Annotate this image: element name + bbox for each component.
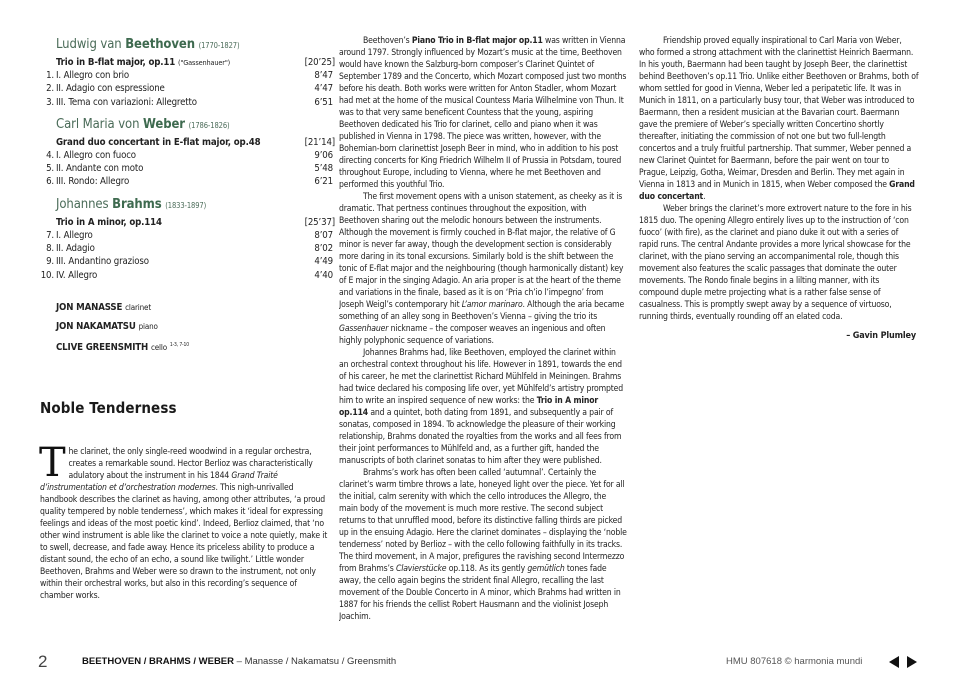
track-duration: 4’47 — [314, 83, 333, 95]
composer-dates: (1833-1897) — [165, 200, 207, 210]
composer-name — [56, 196, 335, 212]
text-run: was written in Vienna around 1797. Strongly influenced by Mozart’s music at the time, Beethoven would have known the Salzburg-born composer’s Clarinet Quintet of September 1789 and the Concerto, which Mozart composed just two months before his death. Both works were written for Anton Stadler, whom Mozart had met at the home of the musical Countess Maria Wilhelmine von Thun. It was to that very same beneficent Countess that the young, aspiring Beethoven dedicated his Trio for clarinet, cello and piano when it was published in Vienna in 1798. The piece was written, however, with the Bohemian-born clarinettist Joseph Beer in mind, who in addition to his post directing concerts for King Friedrich Wilhelm II of Prussia in Potsdam, toured throughout Europe, including to Vienna, where he met Beethoven and performed this youthful Trio. — [339, 36, 627, 190]
track-title: IV. Allegro — [56, 269, 98, 281]
performer-name: JON NAKAMATSU — [56, 320, 136, 332]
performer-track-note: 1-3, 7-10 — [169, 341, 189, 348]
bold-work-title: Piano Trio in B-flat major op.11 — [411, 36, 543, 46]
track-title: II. Adagio — [56, 243, 95, 255]
track-duration: 8’02 — [314, 243, 333, 255]
track-duration: 4’40 — [314, 269, 333, 281]
catalogue-number: HMU 807618 © harmonia mundi — [726, 656, 863, 667]
work-total-duration: [25’37] — [304, 216, 335, 228]
track-row — [40, 149, 335, 162]
text-run: tones fade away, the cello again begins the strident final Allegro, recalling the last movement of the Double Concerto in A minor, which Brahms had written in 1887 for his friends the cellist Robert Hausmann and the violinist Joseph Joachim. — [339, 564, 621, 622]
composer-first: Johannes — [56, 196, 109, 212]
work-total-duration: [20’25] — [304, 57, 335, 68]
text-run: and a quintet, both dating from 1891, and subsequently a pair of sonatas, composed in 1894. To acknowledge the pleasure of their working relationship, Brahms donated the royalties from the works and all fees from their joint performances to Mühlfeld and, as a further gift, handed the manuscripts of both clarinet sonatas to him after they were published. — [339, 408, 622, 466]
composer-name — [56, 39, 335, 52]
work-title: Trio in B-flat major, op.11 — [56, 57, 176, 68]
drop-cap: T — [39, 440, 66, 486]
track-row — [40, 255, 335, 268]
work-section-weber — [40, 116, 335, 189]
work-title-row — [56, 56, 335, 69]
track-number: 3. — [46, 96, 54, 108]
work-title-row — [56, 216, 335, 229]
track-title: III. Andantino grazioso — [56, 256, 149, 268]
composer-dates: (1770-1827) — [198, 41, 240, 50]
performer — [56, 298, 335, 317]
composer-dates: (1786-1826) — [188, 120, 230, 130]
track-row — [40, 175, 335, 188]
track-row — [40, 82, 335, 95]
work-title: Grand duo concertant in E-flat major, op.48 — [56, 136, 261, 148]
track-row — [40, 162, 335, 175]
essay-paragraph — [639, 35, 919, 203]
track-number: 8. — [46, 243, 54, 255]
track-number: 4. — [46, 149, 54, 161]
track-row — [40, 69, 335, 82]
track-number: 9. — [46, 256, 54, 268]
intro-paragraph — [39, 440, 332, 602]
italic-title: Grand Traité d’instrumentation et d’orchestration modernes — [40, 471, 278, 493]
italic-title: L’amor marinaro — [461, 300, 523, 310]
performer — [56, 317, 335, 336]
triangle-right-icon[interactable] — [907, 656, 917, 668]
essay-paragraph — [339, 347, 627, 467]
essay-heading: Noble Tenderness — [40, 399, 177, 417]
bold-work-title: Grand duo concertant — [639, 180, 915, 202]
track-row — [40, 269, 335, 282]
track-row — [40, 229, 335, 242]
composer-first: Ludwig van — [56, 37, 122, 52]
footer-title-rest: – Manasse / Nakamatsu / Greensmith — [234, 656, 397, 667]
tracklist — [40, 8, 335, 357]
text-run: . This nigh-unrivalled handbook describes the clarinet as having, among other attributes, ‘a proud quality tempered by noble tenderness’, which makes it ‘ideal for expressing feelings and ideas of the most poetic kind’. Indeed, Berlioz claimed, that ‘no other wind instrument is able like the clarinet to voice a note quietly, make it to swell, decrease, and fade away. Hence its priceless ability to produce a distant sound, the echo of an echo, a sound like twilight.’ Little wonder Beethoven, Brahms and Weber were so drawn to the instrument, not only within their orchestral works, but also in this recording’s sequence of chamber works. — [40, 483, 328, 601]
essay-intro — [39, 440, 332, 602]
text-run: Brahms’s work has often been called ‘autumnal’. Certainly the clarinet’s warm timbre throws a late, honeyed light over the piece. Yet for all the initial, calm serenity with which the cello introduces the Allegro, the main body of the movement is much more restive. The second subject returns to that unruffled mood, before its distinctive falling thirds are picked up in the ensuing Adagio. Here the clarinet dominates – displaying the ‘noble tenderness’ noted by Berlioz – with the cello following faithfully in its tracks. The third movement, in A major, prefigures the ravishing second Intermezzo from Brahms’s — [339, 468, 627, 574]
text-run: he clarinet, the only single-reed woodwind in a regular orchestra, creates a remarkable sound. Hector Berlioz was characteristically adulatory about the instrument in his 1844 — [68, 447, 313, 481]
performers — [40, 298, 335, 357]
text-run: Weber brings the clarinet’s more extrovert nature to the fore in his 1815 duo. The opening Allegro entirely lives up to the instruction of ‘con fuoco’ (with fire), as the clarinet and piano duke it out with a series of rapid runs. The central Andante provides a more lyrical showcase for the clarinet, with the piano serving an accompanimental role, though this movement also features the scalic passages that dominate the outer movements. The Rondo finale begins in a lilting manner, with its compound duple metre projecting what is a rather false sense of casualness. This is promptly swept away by a sequence of virtuoso, running thirds, eventually rounding off an elated coda. — [639, 204, 912, 322]
essay-paragraph — [339, 191, 627, 347]
text-run: Johannes Brahms had, like Beethoven, employed the clarinet within an orchestral context throughout his life. However in 1891, towards the end of his career, he met the clarinettist Richard Mühlfeld in Meiningen. Brahms had twice declared his composing life over, yet Mühlfeld’s artistry prompted him to write an inspired sequence of new works: the — [339, 348, 624, 406]
track-title: I. Allegro con fuoco — [56, 149, 136, 161]
text-run: . — [703, 192, 706, 202]
italic-title: Gassenhauer — [339, 324, 389, 334]
track-title: II. Andante con moto — [56, 163, 144, 175]
track-duration: 9’06 — [314, 149, 333, 161]
text-run: Friendship proved equally inspirational to Carl Maria von Weber, who formed a strong attachment with the clarinettist Heinrich Baermann. In his youth, Baermann had been taught by Joseph Beer, the clarinettist behind Beethoven’s op.11 Trio. Unlike either Beethoven or Brahms, both of whom settled for good in Vienna, Weber led a peripatetic life. It was in Munich in 1811, on a particularly busy tour, that Weber was introduced to Baermann, then a resident musician at the Bavarian court. Baermann gave the premiere of Weber’s specially written Concertino shortly thereafter, initiating the commission of not one but two full-length concertos and a truly fruitful partnership. That summer, Weber penned a new Clarinet Quintet for Baermann, before the pair went on tour to Prague, Leipzig, Gotha, Weimar, Dresden and Berlin. They met again in Vienna in 1813 and in Munich in 1815, when Weber composed the — [639, 36, 919, 190]
composer-last: Brahms — [112, 196, 162, 212]
work-subtitle: ("Gassenhauer") — [177, 58, 231, 67]
work-section-brahms — [40, 196, 335, 282]
performer-name: CLIVE GREENSMITH — [56, 342, 149, 354]
performer-instrument: clarinet — [125, 302, 151, 312]
track-number: 2. — [46, 83, 54, 95]
performer-name: JON MANASSE — [56, 301, 123, 313]
performer-instrument: piano — [138, 321, 158, 331]
page-number: 2 — [38, 652, 48, 671]
essay-column-3 — [639, 35, 919, 342]
performer — [56, 336, 335, 357]
essay-paragraph — [339, 35, 627, 191]
track-number: 5. — [46, 163, 54, 175]
essay-column-2 — [339, 35, 627, 623]
composer-name — [56, 116, 335, 132]
footer-title — [82, 656, 396, 667]
track-title: III. Rondo: Allegro — [56, 176, 130, 188]
essay-paragraph — [639, 203, 919, 323]
author-signature: – Gavin Plumley — [846, 331, 916, 341]
triangle-left-icon[interactable] — [889, 656, 899, 668]
track-title: III. Tema con variazioni: Allegretto — [56, 96, 197, 108]
work-section-beethoven — [40, 39, 335, 109]
composer-last: Beethoven — [125, 37, 195, 52]
track-duration: 8’07 — [314, 229, 333, 241]
text-run: . Although the aria became something of an alley song in Beethoven’s Vienna – giving the trio its — [339, 300, 625, 322]
track-duration: 4’49 — [314, 256, 333, 268]
track-duration: 8’47 — [314, 70, 333, 81]
track-title: I. Allegro con brio — [56, 70, 129, 81]
text-run: The first movement opens with a unison statement, as cheeky as it is dramatic. That pertness continues throughout the exposition, with Beethoven sharing out the melodic honours between the instruments. Although the movement is firmly couched in B-flat major, the relative of G minor is never far away, though the development section is considerably more daring in its tonal excursions. Similarly bold is the shift between the tonic of E-flat major and the neighbouring (though harmonically distant) key of E major in the singing Adagio. An aria proper is at the heart of the theme and variations in the finale, based as it is on ‘Pria ch’io l’impegno’ from Joseph Weigl’s contemporary hit — [339, 192, 624, 310]
italic-term: gemütlich — [527, 564, 565, 574]
track-number: 10. — [40, 269, 54, 281]
track-title: II. Adagio con espressione — [56, 83, 165, 95]
essay-paragraph — [339, 467, 627, 623]
italic-title: Clavierstücke — [395, 564, 447, 574]
work-title: Trio in A minor, op.114 — [56, 216, 162, 228]
composer-last: Weber — [143, 116, 185, 132]
track-number: 6. — [46, 176, 54, 188]
track-row — [40, 96, 335, 109]
track-duration: 6’21 — [314, 176, 333, 188]
composer-first: Carl Maria von — [56, 116, 140, 132]
track-duration: 6’51 — [314, 96, 333, 108]
work-title-row — [56, 136, 335, 149]
performer-instrument: cello — [150, 343, 168, 353]
track-title: I. Allegro — [56, 229, 93, 241]
text-run: nickname – the composer weaves an ingenious and often highly polyphonic sequence of variations. — [339, 324, 606, 346]
track-number: 1. — [46, 70, 54, 81]
text-run: op.118. As its gently — [446, 564, 528, 574]
track-row — [40, 242, 335, 255]
bold-work-title: Trio in A minor op.114 — [339, 396, 599, 418]
track-number: 7. — [46, 229, 54, 241]
text-run: Beethoven’s — [363, 36, 412, 46]
work-total-duration: [21’14] — [304, 136, 335, 148]
track-duration: 5’48 — [314, 163, 333, 175]
footer-title-bold: BEETHOVEN / BRAHMS / WEBER — [82, 656, 235, 667]
